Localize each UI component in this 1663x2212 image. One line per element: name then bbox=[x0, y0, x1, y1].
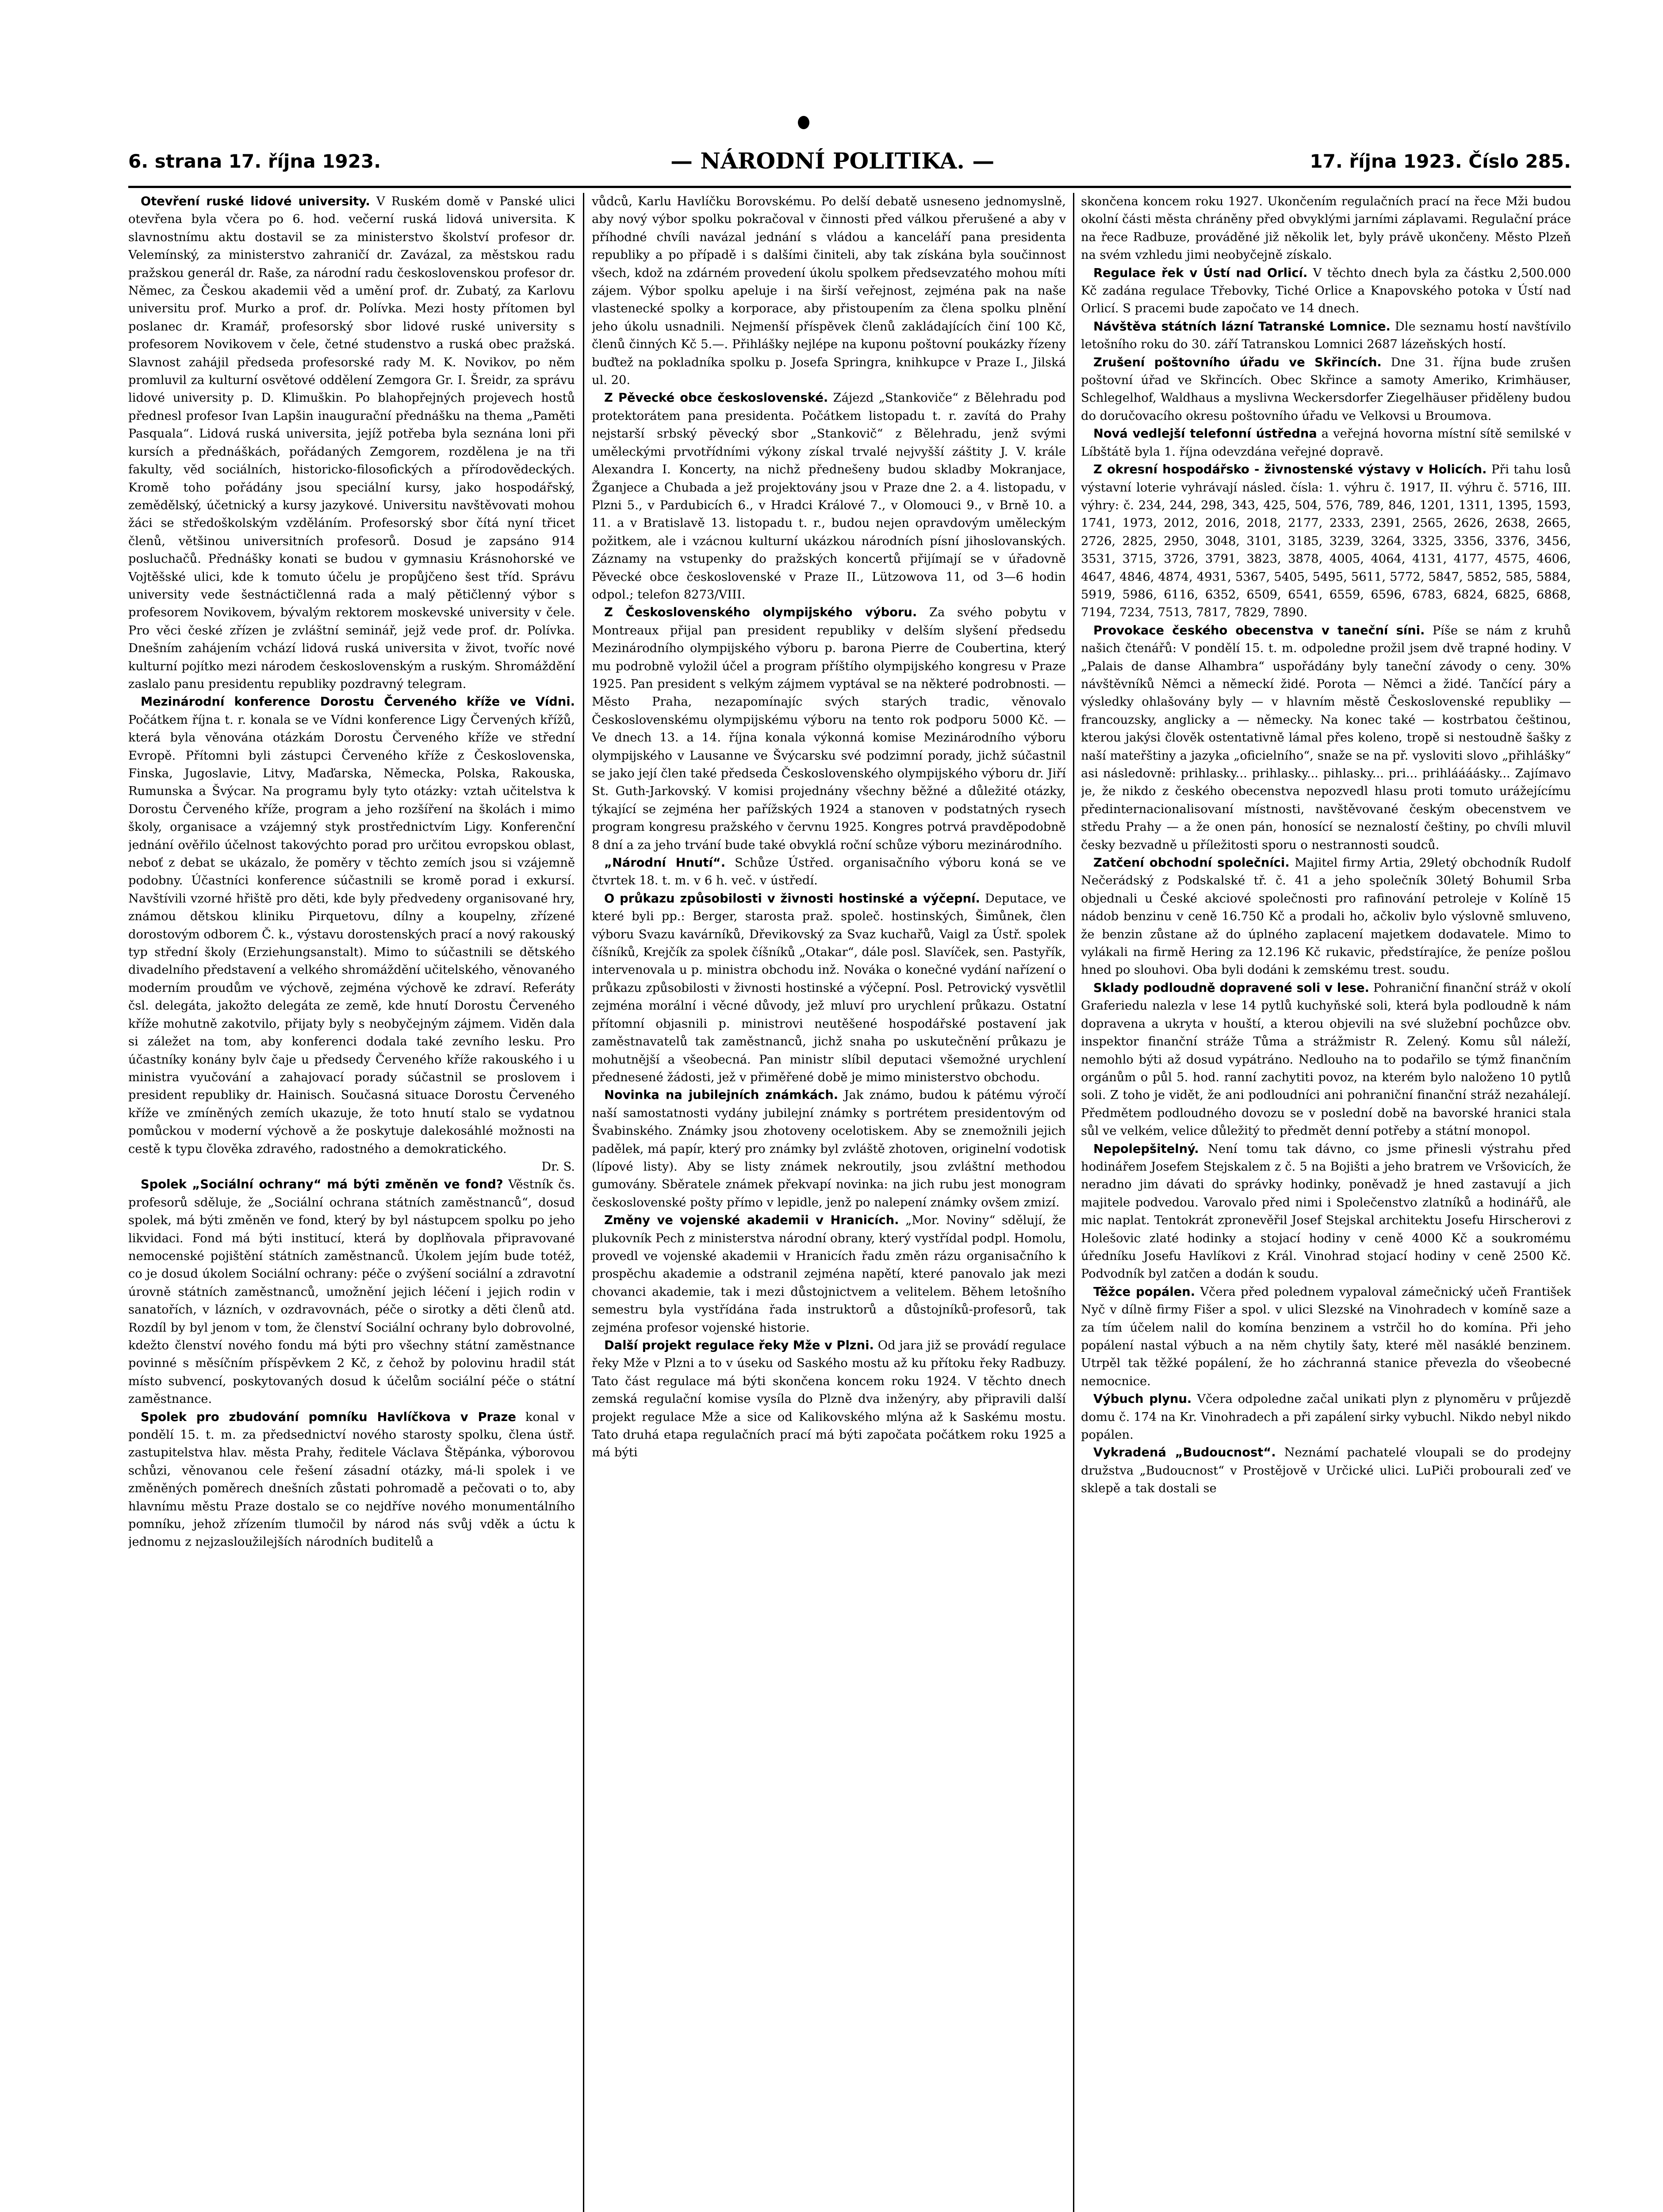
ornament-mark bbox=[798, 116, 809, 129]
article-text: Jak známo, budou k pátému výročí naší samostatnosti vydány jubilejní známky s portrétem presidentovým od Švabinského. Známky jsou zhotoveny ocelotiskem. Aby se znemožnili jejich padělek, má papír, který pro známky byl zvláště zhotoven, originelní vodotisk (lípové listy). Aby se listy známek nekroutily, jsou zvláštní methodou gumovány. Sběratele známek překvapí novinka: na jich rubu jest monogram československé pošty přímo v lepidle, jenž po nalepení známky ovšem zmizí. bbox=[592, 1088, 1066, 1210]
article-headline: O průkazu způsobilosti v živnosti hostinské a výčepní. bbox=[604, 891, 980, 906]
article bbox=[592, 1337, 1066, 1462]
article-headline: Změny ve vojenské akademii v Hranicích. bbox=[604, 1214, 899, 1228]
article bbox=[1081, 1444, 1571, 1498]
article bbox=[592, 890, 1066, 1087]
article-text: Dne 31. října bude zrušen poštovní úřad ve Skřincích. Obec Skřince a samoty Ameriko, Krimhäuser, Schlegelhof, Waldhaus a myslivna Weckersdorfer Ziegelhäuser přiděleny budou do doručovacího okresu poštovního úřadu ve Velkovsi u Broumova. bbox=[1081, 355, 1571, 423]
article-text: V Ruském domě v Panské ulici otevřena byla včera po 6. hod. večerní ruská lidová universita. K slavnostnímu aktu dostavil se za ministerstvo školství profesor dr. Velemínský, za ministerstvo zahraničí dr. Zavázal, za městskou radu pražskou generál dr. Raše, za národní radu československou profesor dr. Němec, za Českou akademii věd a umění prof. dr. Zubatý, za Karlovu universitu prof. Murko a prof. dr. Polívka. Mezi hosty přítomen byl poslanec dr. Kramář, profesorský sbor lidové ruské university s profesorem Novikovem v čele, četné studenstvo a ruská obec pražská. Slavnost zahájil předseda profesorské rady M. K. Novikov, po něm promluvil za kulturní osvětové oddělení Zemgora Gr. I. Šreidr, za správu lidové university p. D. Klimuškin. Po blahopřejných projevech hostů přednesl profesor Ivan Lapšin inaugurační přednášku na thema „Paměti Pasquala“. Lidová ruská universita, jejíž potřeba byla seznána loni při kursích a přednáškách, pořádaných Zemgorem, rozdělena je na tři fakulty, věd sociálních, historicko-filosofických a přírodovědeckých. Kromě toho pořádány jsou speciální kursy, jako hospodářský, zemědělský, účetnický a kursy jazykové. Universitu navštěvovati mohou žáci se středoškolským vzděláním. Profesorský sbor čítá nyní třicet členů, většinou universitních profesorů. Dosud je zapsáno 914 posluchačů. Přednášky konati se budou v gymnasiu Krásnohorské ve Vojtěšské ulici, kde k tomuto účelu je propůjčeno šest tříd. Správu university vede šestnáctičlenná rada a malý pětičlenný výbor s profesorem Novikovem, bývalým rektorem moskevské university v čele. Pro věci české zřízen je zvláštní seminář, jejž vede prof. dr. Polívka. Dnešním zahájením vchází lidová ruská universita v život, tvoříc nové kulturní pojítko mezi národem československým a ruským. Shromáždění zaslalo panu presidentu republiky pozdravný telegram. bbox=[128, 195, 575, 691]
article-text: Píše se nám z kruhů našich čtenářů: V pondělí 15. t. m. odpoledne prožil jsem dvě trapné hodiny. V „Palais de danse Alhambra“ uspořádány byly taneční závody o ceny. 30% návštěvníků Němci a německí židé. Porota — Němci a židé. Tančící páry a výsledky ohlašovány byly — v hlavním městě Československé republiky — francouzsky, anglicky a — německy. Na konec také — kostrbatou češtinou, kterou jakýsi člověk ostentativně lámal přes koleno, tropě si nestoudně šašky z naší mateřštiny a jazyka „oficielního“, snaže se na př. vysloviti slovo „přihlášky“ asi následovně: prihlasky... prihlasky... pihlasky... pri... prihláááásky... Zajímavo je, že nikdo z českého obecenstva nepozvedl hlasu proti tomuto urážejícímu předinternacionalisovaní místnosti, navštěvované českým obecenstvem ve středu Prahy — a že onen pán, honosící se neznalostí češtiny, po chvíli mluvil česky bezvadně u příležitosti sporu o nestrannosti soudců. bbox=[1081, 623, 1571, 852]
article bbox=[1081, 193, 1571, 265]
article-headline: Vykradená „Budoucnost“. bbox=[1093, 1446, 1276, 1460]
article-headline: Nepolepšitelný. bbox=[1093, 1142, 1199, 1156]
article-text: Za svého pobytu v Montreaux přijal pan president republiky v delším slyšení předsedu Mezinárodního olympijského výboru p. barona Pierre de Coubertina, který mu podrobně vyložil účel a program příštího olympijského kongresu v Praze 1925. Pan president s velkým zájmem vyptával se na některé podrobnosti. — Město Praha, nezapomínajíc svých starých tradic, věnovalo Československému olympijskému výboru na tento rok podporu 5000 Kč. — Ve dnech 13. a 14. října konala výkonná komise Mezinárodního výboru olympijského v Lausanne ve Švýcarsku své podzimní porady, jichž súčastnil se jako její člen také předseda Československého olympijského výboru dr. Jiří St. Guth-Jarkovský. V komisi projednány všechny běžné a důležité otázky, týkající se zejména her pařížských 1924 a stanoven v podstatných rysech program kongresu pražského v červnu 1925. Kongres potrvá pravděpodobně 8 dní a za jeho trvání bude také obvyklá roční schůze výboru mezinárodního. bbox=[592, 606, 1066, 852]
article bbox=[1081, 425, 1571, 461]
article-signature: Dr. S. bbox=[541, 1160, 575, 1174]
article-headline: Regulace řek v Ústí nad Orlicí. bbox=[1093, 266, 1308, 280]
issue-date-number: 17. října 1923. Číslo 285. bbox=[1310, 150, 1571, 172]
article bbox=[1081, 854, 1571, 979]
article-text: a veřejná hovorna místní sítě semilské v Líbštátě byla 1. října odevzdána veřejné dopravě. bbox=[1081, 427, 1571, 459]
article bbox=[592, 1087, 1066, 1212]
article-text: Při tahu losů výstavní loterie vyhrávají násled. čísla: 1. výhru č. 1917, II. výhru č. 5716, III. výhry: č. 234, 244, 298, 343, 425, 504, 576, 789, 846, 1201, 1311, 1395, 1593, 1741, 1973, 2012, 2016, 2018, 2177, 2333, 2391, 2565, 2626, 2638, 2665, 2726, 2825, 2950, 3048, 3101, 3185, 3239, 3264, 3325, 3356, 3376, 3456, 3531, 3715, 3726, 3791, 3823, 3878, 4005, 4064, 4131, 4177, 4575, 4606, 4647, 4846, 4874, 4931, 5367, 5405, 5495, 5611, 5772, 5847, 5852, 585, 5884, 5919, 5986, 6116, 6352, 6509, 6541, 6559, 6596, 6783, 6824, 6825, 6868, 7194, 7234, 7513, 7817, 7829, 7890. bbox=[1081, 463, 1571, 620]
article bbox=[592, 193, 1066, 389]
article bbox=[128, 1176, 575, 1408]
article-headline: Zatčení obchodní společníci. bbox=[1093, 856, 1290, 870]
article-text: skončena koncem roku 1927. Ukončením regulačních prací na řece Mži budou okolní části města chráněny před obvyklými jarními záplavami. Regulační práce na řece Radbuze, prováděné již několik let, byly právě ukončeny. Město Plzeň na svém vzhledu jimi neobyčejně získalo. bbox=[1081, 195, 1571, 262]
article-headline: Nová vedlejší telefonní ústředna bbox=[1093, 427, 1317, 441]
article-headline: Mezinárodní konference Dorostu Červeného kříže ve Vídni. bbox=[141, 695, 575, 709]
article-headline: Spolek pro zbudování pomníku Havlíčkova v Praze bbox=[141, 1410, 516, 1424]
article-text: Neznámí pachatelé vloupali se do prodejny družstva „Budoucnost“ v Prostějově v Určické ulici. LuPiči probourali zeď ve sklepě a tak dostali se bbox=[1081, 1446, 1571, 1496]
column-1 bbox=[128, 193, 575, 2212]
article-headline: Z okresní hospodářsko - živnostenské výstavy v Holicích. bbox=[1093, 463, 1487, 477]
article-headline: Výbuch plynu. bbox=[1093, 1392, 1192, 1406]
article-text: Počátkem října t. r. konala se ve Vídni konference Ligy Červených křížů, která byla věnována otázkám Dorostu Červeného kříže ve střední Evropě. Přítomni byli zástupci Červeného kříže z Československa, Finska, Jugoslavie, Litvy, Maďarska, Německa, Polska, Rakouska, Rumunska a Švýcar. Na programu byly tyto otázky: vztah učitelstva k Dorostu Červeného kříže, program a jeho rozšíření na školách i mimo školy, organisace a vzájemný styk prostřednictvím Ligy. Konferenční jednání ověřilo účelnost takovýchto porad pro určitou evropskou oblast, neboť z debat se ukázalo, že poměry v těchto zemích jsou si vzájemně podobny. Účastníci konference súčastnili se kromě porad i exkursí. Navštívili vzorné hřiště pro děti, kde byly předvedeny organisované hry, známou dětskou kliniku Pirquetovu, dílny a koupelny, zřízené dorostovým odborem Č. k., výstavu dorostenských prací a nový rakouský typ střední školy (Erziehungsanstalt). Mimo to súčastnili se dětského divadelního představení a velkého shromáždění učitelského, věnovaného moderním proudům ve výchově, zejména výchově ke zdraví. Referáty čsl. delegáta, jakožto delegáta ze země, kde hnutí Dorostu Červeného kříže mohutně zakotvilo, přijaty byly s neobyčejným zájmem. Viděn dala si záležet na tom, aby konferenci dodala také zevního lesku. Pro účastníky konány bylv čaje u předsedy Červeného kříže rakouského i u ministra vyučování a zahajovací porady súčastnil se proslovem i president republiky dr. Hainisch. Současná situace Dorostu Červeného kříže ve zmíněných zemích ukazuje, že toto hnutí stalo se vydatnou pomůckou v moderní výchově a že poskytuje dalekosáhlé možnosti na cestě k typu člověka zdravého, radostného a demokratického. bbox=[128, 713, 575, 1156]
article bbox=[1081, 461, 1571, 622]
article bbox=[1081, 1283, 1571, 1390]
newspaper-title: — NÁRODNÍ POLITIKA. — bbox=[671, 148, 995, 174]
header-rule bbox=[128, 186, 1571, 188]
article-text: Není tomu tak dávno, co jsme přinesli výstrahu před hodinářem Josefem Stejskalem z č. 5 na Bojišti a jeho bratrem ve Vršovicích, že neradno jim dávati do správky hodinky, poněvadž je hned zastavují a jich majitele podvedou. Varovalo před nimi i Společenstvo zlatníků a hodinářů, ale mic naplat. Tentokrát zpronevěřil Josef Stejskal architektu Josefu Hirscherovi z Holešovic zlaté hodinky a stojací hodiny v ceně 4000 Kč a soukromému úředníku Josefu Havlíkovi z Král. Vinohrad stojací hodiny v ceně 2500 Kč. Podvodník byl zatčen a dodán k soudu. bbox=[1081, 1142, 1571, 1281]
column-3 bbox=[1081, 193, 1571, 2212]
article bbox=[1081, 622, 1571, 854]
article-headline: „Národní Hnutí“. bbox=[604, 856, 726, 870]
column-divider bbox=[1073, 193, 1074, 2212]
column-divider bbox=[583, 193, 584, 2212]
article bbox=[1081, 318, 1571, 354]
article-headline: Z Československého olympijského výboru. bbox=[604, 606, 917, 620]
article-text: vůdců, Karlu Havlíčku Borovskému. Po delší debatě usneseno jednomyslně, aby nový výbor spolku pokračoval v činnosti před válkou přerušené a aby v příhodné chvíli navázal jednání s vládou a kanceláří pana presidenta republiky a po případě i s dalšími činiteli, aby tak získána byla součinnost všech, kdož na zdárném provedení úkolu spolkem předsevzatého mohou míti zájem. Výbor spolku apeluje i na širší veřejnost, zejména pak na naše vlastenecké spolky a korporace, aby přistoupením za člena spolku plnění jeho úkolu usnadnili. Nejmenší příspěvek členů zakládajících činí 100 Kč, členů činných Kč 5.—. Přihlášky nejlépe na kuponu poštovní poukázky řízeny buďtež na pokladníka spolku p. Josefa Springra, knihkupce v Praze I., Jilská ul. 20. bbox=[592, 195, 1066, 388]
article-text: Zájezd „Stankoviče“ z Bělehradu pod protektorátem pana presidenta. Počátkem listopadu t. r. zavítá do Prahy nejstarší srbský pěvecký sbor „Stankovič“ z Bělehradu, jenž svými uměleckými prvotřídními výkony získal trvalé nejvyšší záštity J. V. krále Alexandra I. Koncerty, na nichž přednešeny budou skladby Mokranjace, Žganjece a Chubada a jež projektovány jsou v Praze dne 2. a 4. listopadu, v Plzni 5., v Pardubicích 6., v Hradci Králové 7., v Olomouci 9., v Brně 10. a 11. a v Bratislavě 13. listopadu t. r., budou nejen opravdovým uměleckým požitkem, ale i vzácnou kulturní ukázkou národních písní jihoslovanských. Záznamy na vstupenky do pražských koncertů přijímají se v úřadovně Pěvecké obce československé v Praze II., Lützowova 11, od 3—6 hodin odpol.; telefon 8273/VIII. bbox=[592, 391, 1066, 602]
article-text: Věstník čs. profesorů sděluje, že „Sociální ochrana státních zaměstnanců“, dosud spolek, má býti změněn ve fond, který by byl nástupcem spolku po jeho likvidaci. Fond má býti institucí, která by doplňovala připravované nemocenské pojištění státních zaměstnanců. Úkolem jejím bude totéž, co je dosud úkolem Sociální ochrany: péče o zvýšení sociální a zdravotní úrovně státních zaměstnanců, umožnění jejich léčení i jejich rodin v sanatořích, v lázních, v ozdravovnách, péče o sirotky a děti členů atd. Rozdíl by byl jenom v tom, že členství Sociální ochrany bylo dobrovolné, kdežto členství nového fondu má býti pro všechny státní zaměstnance povinné s měsíčním příspěvkem 2 Kč, z čehož by polovinu hradil stát místo subvencí, poskytovaných dosud k účelům sociální péče o státní zaměstnance. bbox=[128, 1178, 575, 1406]
article-text: Deputace, ve které byli pp.: Berger, starosta praž. společ. hostinských, Šimůnek, člen výboru Svazu kavárníků, Dřevikovský za Svaz kuchařů, Vaigl za Ústř. spolek číšníků, Krejčík za spolek číšníků „Otakar“, dále posl. Slavíček, sen. Pastyřík, intervenovala u p. ministra obchodu inž. Nováka o konečné vydání nařízení o průkazu způsobilosti v živnosti hostinské a výčepní. Posl. Petrovický vysvětlil zejména morální i věcné důvody, jež mluví pro urychlení průkazu. Ostatní přítomní objasnili p. ministrovi neutěšené hospodářské postavení jak zaměstnavatelů tak zaměstnanců, jichž snaha po uskutečnění průkazu je mohutnější a všeobecná. Pan ministr slíbil deputaci všemožné urychlení přednesené žádosti, jež v přiměřené době je mimo ministerstvo obchodu. bbox=[592, 891, 1066, 1084]
article-headline: Provokace českého obecenstva v taneční síni. bbox=[1093, 623, 1425, 637]
article bbox=[592, 604, 1066, 854]
masthead bbox=[0, 150, 1663, 186]
article bbox=[128, 1409, 575, 1551]
column-2 bbox=[592, 193, 1066, 2212]
article bbox=[1081, 354, 1571, 426]
article bbox=[1081, 1141, 1571, 1283]
article-text: Včera před polednem vypaloval zámečnický učeň František Nyč v dílně firmy Fišer a spol. v ulici Slezské na Vinohradech v komíně saze a za tím účelem nalil do komína benzinem a vstrčil ho do komína. Při jeho popálení nastal výbuch a na něm chytily šaty, které měl nasáklé benzinem. Utrpěl tak těžké popálení, že ho záchranná stanice převezla do všeobecné nemocnice. bbox=[1081, 1285, 1571, 1388]
article-headline: Sklady podloudně dopravené soli v lese. bbox=[1093, 981, 1369, 995]
article-text: konal v pondělí 15. t. m. za předsednictví nového starosty spolku, člena ústř. zastupitelstva hlav. města Prahy, ředitele Václava Štěpánka, výborovou schůzi, věnovanou cele řešení zásadní otázky, má-li spolek i ve změněných poměrech dnešních zůstati pohromadě a pečovati o to, aby hlavnímu městu Praze dostalo se co nejdříve nového monumentálního pomníku, jehož zřízením tlumočil by národ nás svůj vděk a úctu k jednomu z nejzasloužilejších národních buditelů a bbox=[128, 1410, 575, 1549]
article-headline: Z Pěvecké obce československé. bbox=[604, 391, 828, 405]
article-text: „Mor. Noviny“ sdělují, že plukovník Pech z ministerstva národní obrany, který vystřídal podpl. Homolu, provedl ve vojenské akademii v Hranicích řadu změn rázu organisačního k prospěchu akademie a odstranil zejména napětí, které panovalo jak mezi chovanci akademie, tak i mezi důstojnictvem a velitelem. Během letošního semestru byla vystřídána řada instruktorů a důstojníků-profesorů, tak zejména profesor vojenské historie. bbox=[592, 1214, 1066, 1335]
article-text: Dle seznamu hostí navštívilo letošního roku do 30. září Tatranskou Lomnici 2687 lázeňských hostí. bbox=[1081, 319, 1571, 352]
article-headline: Otevření ruské lidové university. bbox=[141, 195, 370, 208]
article-text: Pohraniční finanční stráž v okolí Graferiedu nalezla v lese 14 pytlů kuchyňské soli, která byla podloudně k nám dopravena a ukryta v houští, a kterou objevili na své služební pochůzce obv. inspektor finanční stráže Tůma a strážmistr R. Zelený. Komu sůl náleží, nemohlo býti až dosud vypátráno. Nedlouho na to podařilo se týmž finančním orgánům o půl 5. hod. ranní zachytiti povoz, na kterém bylo naloženo 10 pytlů soli. Z toho je vidět, že ani podloudníci ani pohraniční finanční stráž nezahálejí. Předmětem podloudného dovozu se v poslední době na bavorské hranici stala sůl ve velkém, velice důležitý to předmět denní potřeby a státní monopol. bbox=[1081, 981, 1571, 1138]
article bbox=[592, 1212, 1066, 1337]
article-text: V těchto dnech byla za částku 2,500.000 Kč zadána regulace Třebovky, Tiché Orlice a Knapovského potoka v Ústí nad Orlicí. S pracemi bude započato ve 14 dnech. bbox=[1081, 266, 1571, 316]
article bbox=[128, 693, 575, 1158]
article-headline: Těžce popálen. bbox=[1093, 1285, 1196, 1299]
article bbox=[128, 193, 575, 693]
article-text: Od jara již se provádí regulace řeky Mže v Plzni a to v úseku od Saského mostu až ku přítoku řeky Radbuzy. Tato část regulace má býti skončena koncem roku 1924. V těchto dnech zemská regulační komise vysíla do Plzně dva inženýry, aby připravili další projekt regulace Mže a sice od Kalikovského mlýna až k Saskému mostu. Tato druhá etapa regulačních prací má býti započata počátkem roku 1925 a má býti bbox=[592, 1339, 1066, 1460]
article bbox=[1081, 979, 1571, 1141]
article-text: Včera odpoledne začal unikati plyn z plynoměru v průjezdě domu č. 174 na Kr. Vinohradech a při zapálení sirky vybuchl. Nikdo nebyl nikdo popálen. bbox=[1081, 1392, 1571, 1442]
article-headline: Novinka na jubilejních známkách. bbox=[604, 1088, 839, 1102]
article-text: Majitel firmy Artia, 29letý obchodník Rudolf Nečerádský z Podskalské tř. č. 41 a jeho společník 30letý Bohumil Srba objednali u České akciové společnosti pro rafinování petroleje v Kolíně 15 nádob benzinu v ceně 16.750 Kč a prodali ho, ačkoliv bylo výslovně smluveno, že benzin zůstane až do úplného zaplacení majetkem dodavatele. Mimo to vylákali na firmě Hering za 12.196 Kč rukavic, předstírajíce, že peníze pošlou hned po slouhovi. Oba byli dodáni k zemskému trest. soudu. bbox=[1081, 856, 1571, 977]
article bbox=[592, 389, 1066, 604]
article-headline: Spolek „Sociální ochrany“ má býti změněn ve fond? bbox=[141, 1178, 503, 1192]
article bbox=[592, 854, 1066, 890]
article-text: Schůze Ústřed. organisačního výboru koná se ve čtvrtek 18. t. m. v 6 h. več. v ústředí. bbox=[592, 856, 1066, 888]
page-number-date: 6. strana 17. října 1923. bbox=[128, 150, 381, 172]
article-headline: Další projekt regulace řeky Mže v Plzni. bbox=[604, 1339, 874, 1352]
article-headline: Návštěva státních lázní Tatranské Lomnice. bbox=[1093, 319, 1391, 334]
article-headline: Zrušení poštovního úřadu ve Skřincích. bbox=[1093, 355, 1382, 369]
article bbox=[1081, 1390, 1571, 1444]
article bbox=[1081, 265, 1571, 318]
